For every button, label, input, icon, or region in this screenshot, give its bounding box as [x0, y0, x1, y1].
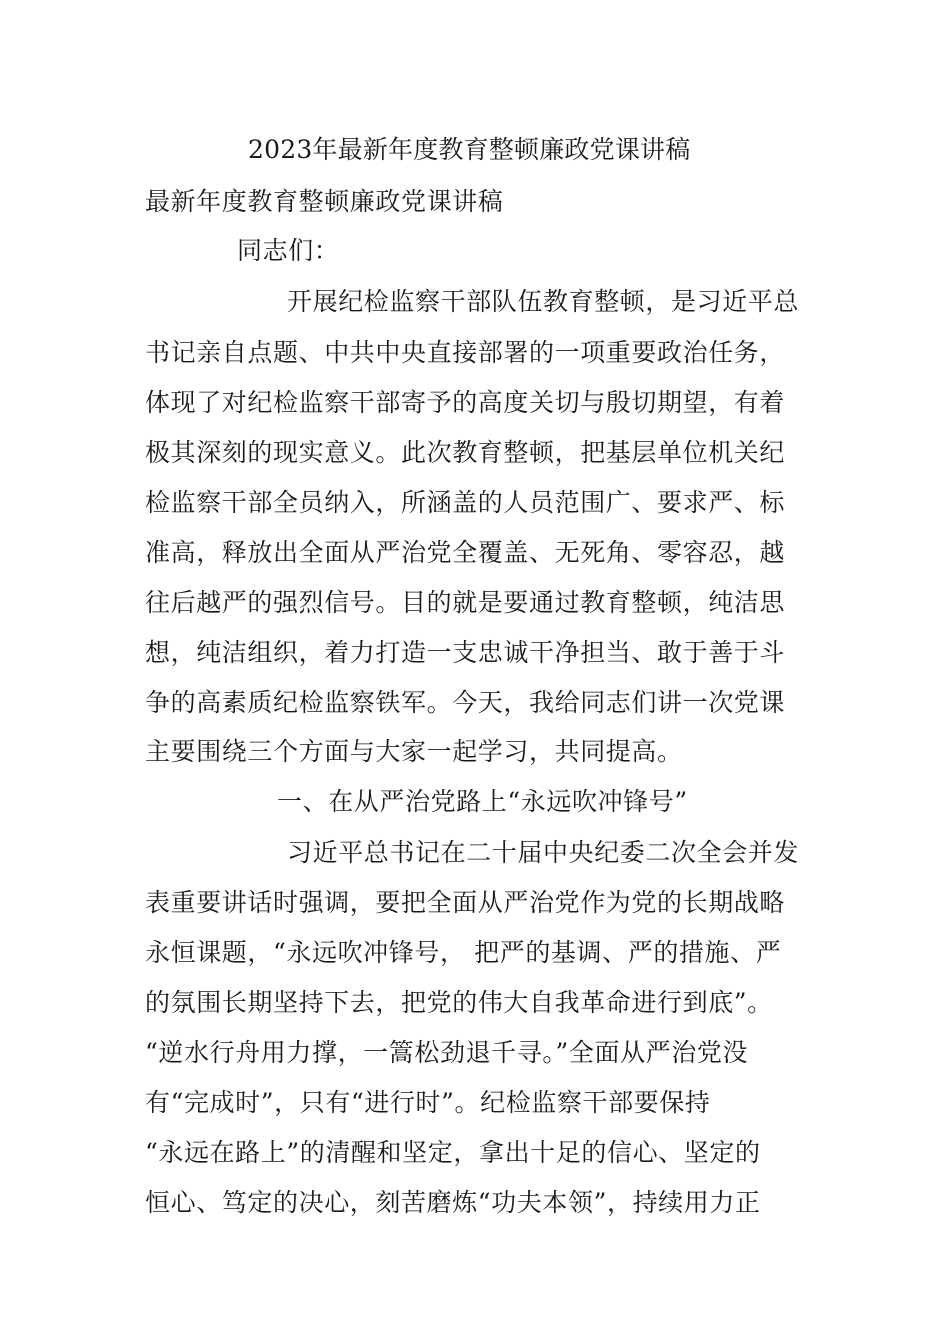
- paragraph-line: “逆水行舟用力撑，一篙松劲退千寻。”全面从严治党没: [145, 1038, 749, 1067]
- section-heading-1: 一、在从严治党路上“永远吹冲锋号”: [277, 787, 688, 816]
- paragraph-line: 争的高素质纪检监察铁军。今天，我给同志们讲一次党课: [145, 688, 786, 717]
- paragraph-line: 体现了对纪检监察干部寄予的高度关切与殷切期望，有着: [145, 388, 786, 417]
- paragraph-line: 检监察干部全员纳入，所涵盖的人员范围广、要求严、标: [145, 488, 786, 517]
- paragraph-line: 主要围绕三个方面与大家一起学习，共同提高。: [145, 737, 683, 766]
- paragraph-line: 想，纯洁组织，着力打造一支忠诚干净担当、敢于善于斗: [145, 638, 786, 667]
- paragraph-line: 准高，释放出全面从严治党全覆盖、无死角、零容忍，越: [145, 538, 786, 567]
- paragraph-line: “永远在路上”的清醒和坚定，拿出十足的信心、坚定的: [145, 1138, 761, 1167]
- document-subtitle: 最新年度教育整顿廉政党课讲稿: [145, 187, 504, 216]
- paragraph-line: 表重要讲话时强调，要把全面从严治党作为党的长期战略: [145, 888, 786, 917]
- paragraph-line: 恒心、笃定的决心，刻苦磨炼“功夫本领”，持续用力正: [145, 1188, 761, 1217]
- paragraph-line: 书记亲自点题、中共中央直接部署的一项重要政治任务，: [145, 338, 786, 367]
- document-title: 2023年最新年度教育整顿廉政党课讲稿: [248, 135, 691, 164]
- paragraph-line: 往后越严的强烈信号。目的就是要通过教育整顿，纯洁思: [145, 588, 786, 617]
- paragraph-line: 有“完成时”，只有“进行时”。纪检监察干部要保持: [145, 1088, 711, 1117]
- paragraph-line: 的氛围长期坚持下去，把党的伟大自我革命进行到底”。: [145, 988, 773, 1017]
- paragraph-line: 开展纪检监察干部队伍教育整顿，是习近平总: [287, 287, 800, 316]
- paragraph-line: 极其深刻的现实意义。此次教育整顿，把基层单位机关纪: [145, 438, 786, 467]
- salutation: 同志们：: [237, 236, 340, 265]
- paragraph-line: 习近平总书记在二十届中央纪委二次全会并发: [287, 838, 800, 867]
- paragraph-line: 永恒课题，“永远吹冲锋号， 把严的基调、严的措施、严: [145, 938, 782, 967]
